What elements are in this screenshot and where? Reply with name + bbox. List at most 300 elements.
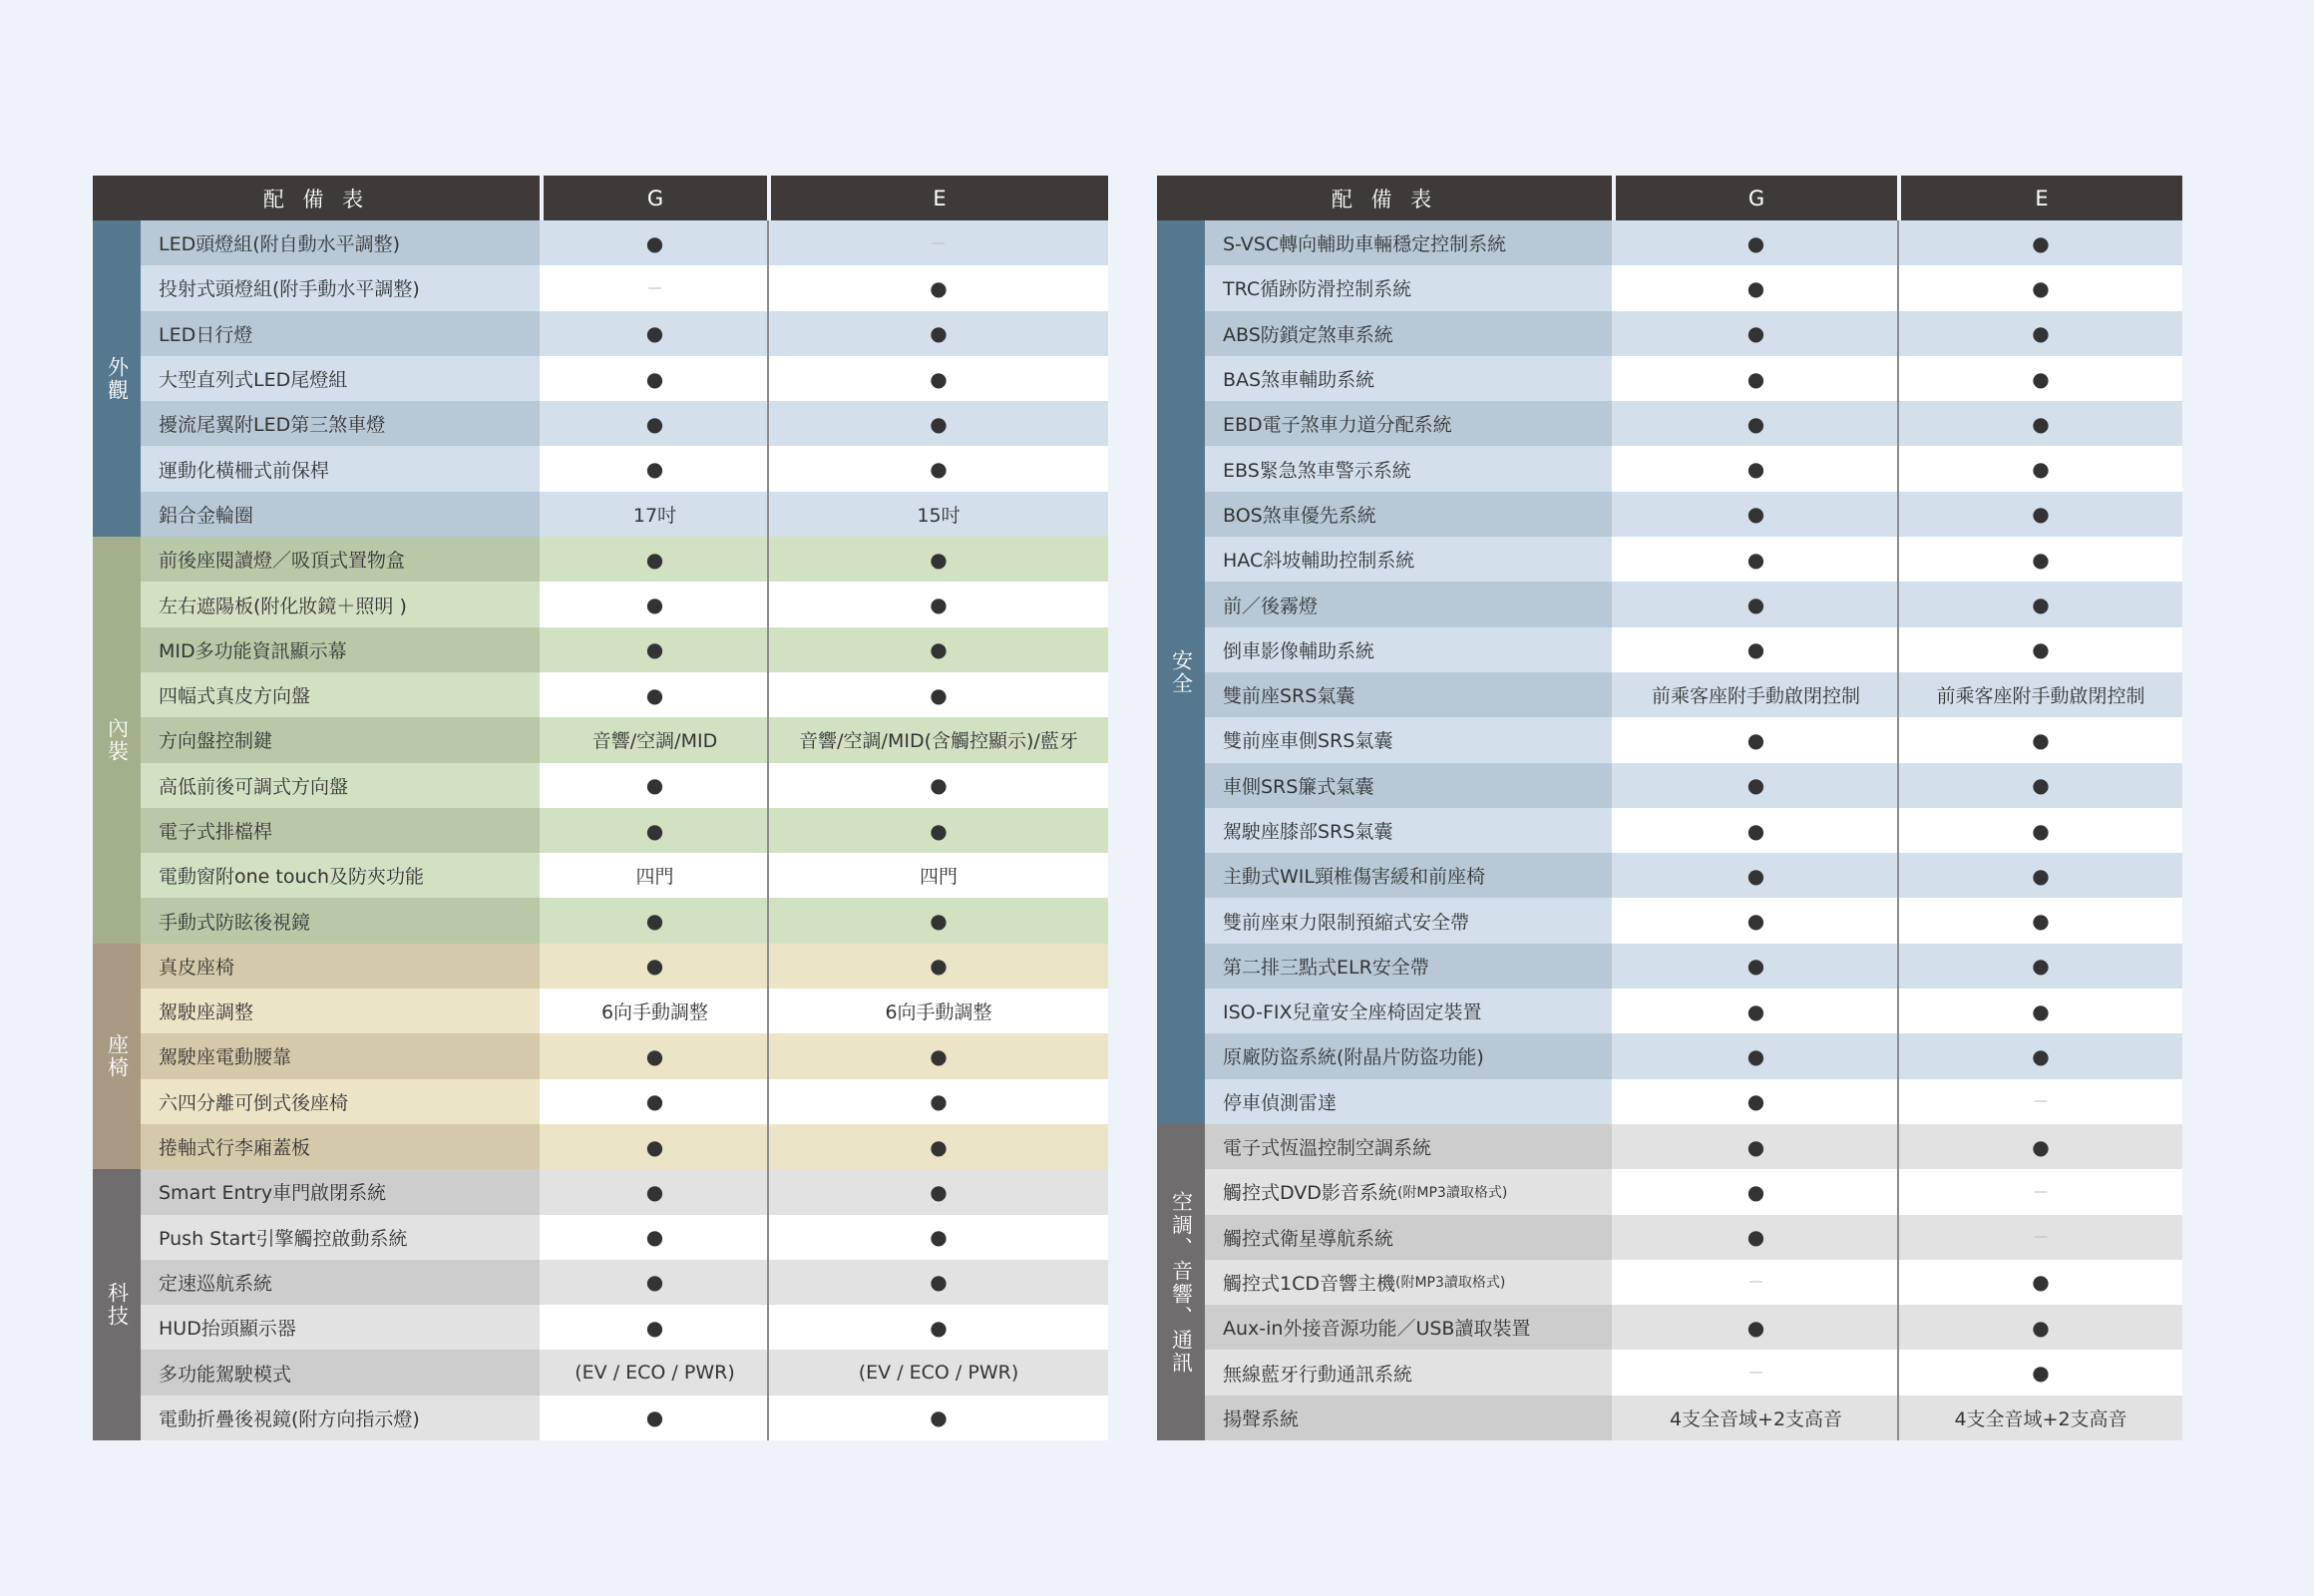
table-row: [141, 1124, 1108, 1169]
standard-dot-icon: ●: [930, 1315, 948, 1340]
feature-name-text: 駕駛座膝部SRS氣囊: [1223, 821, 1393, 843]
table-row: [1205, 1033, 2182, 1078]
standard-dot-icon: ●: [2032, 275, 2050, 300]
spec-value: 15吋: [917, 504, 961, 527]
standard-dot-icon: ●: [645, 1134, 664, 1159]
group-label: 空調、音響、通訊: [1157, 1124, 1205, 1440]
standard-dot-icon: ●: [645, 547, 664, 572]
feature-name: [1205, 1033, 1612, 1078]
feature-note: (附MP3讀取格式): [1395, 1275, 1506, 1292]
standard-dot-icon: ●: [2032, 230, 2050, 255]
table-row: [141, 446, 1108, 491]
value-g: [540, 898, 767, 943]
feature-name: [1205, 446, 1612, 491]
standard-dot-icon: ●: [645, 321, 664, 346]
feature-name: [1205, 492, 1612, 537]
feature-name-text: 六四分離可倒式後座椅: [159, 1091, 349, 1114]
not-available-dash: —: [2034, 1229, 2048, 1246]
header-col-g: G: [1612, 176, 1897, 220]
feature-name: [141, 1260, 540, 1305]
feature-name-text: 定速巡航系統: [159, 1272, 273, 1295]
table-row: [1205, 537, 2182, 582]
feature-name-text: 擾流尾翼附LED第三煞車燈: [159, 414, 386, 437]
feature-name-text: ABS防鎖定煞車系統: [1223, 323, 1393, 346]
standard-dot-icon: ●: [1746, 863, 1765, 888]
feature-name: [1205, 537, 1612, 582]
group-column: [93, 220, 141, 1440]
spec-value: 4支全音域+2支高音: [1954, 1407, 2127, 1430]
table-row: [141, 1396, 1108, 1440]
value-e: [1897, 1124, 2182, 1169]
table-row: [141, 1169, 1108, 1214]
value-e: [1897, 1169, 2182, 1214]
standard-dot-icon: ●: [1746, 1225, 1765, 1250]
value-g: [1612, 1396, 1897, 1440]
not-available-dash: —: [2034, 1093, 2048, 1110]
standard-dot-icon: ●: [1746, 366, 1765, 391]
feature-name-text: 運動化橫柵式前保桿: [159, 459, 330, 482]
table-row: [1205, 1079, 2182, 1124]
standard-dot-icon: ●: [645, 1405, 664, 1430]
feature-name-text: EBD電子煞車力道分配系統: [1223, 414, 1452, 437]
table-row: [1205, 944, 2182, 989]
table-header: [93, 176, 1108, 220]
feature-name: [141, 220, 540, 265]
value-e: [767, 808, 1108, 853]
standard-dot-icon: ●: [2032, 727, 2050, 752]
standard-dot-icon: ●: [645, 593, 664, 617]
spec-table-right: [1157, 176, 2182, 1440]
table-row: [1205, 898, 2182, 943]
feature-name-text: BOS煞車優先系統: [1223, 504, 1376, 527]
standard-dot-icon: ●: [1746, 411, 1765, 436]
value-e: [1897, 492, 2182, 537]
spec-value: 音響/空調/MID(含觸控顯示)/藍牙: [799, 730, 1078, 753]
feature-name: [1205, 220, 1612, 265]
feature-name: [141, 1396, 540, 1440]
standard-dot-icon: ●: [1746, 637, 1765, 662]
value-g: [540, 446, 767, 491]
feature-name: [1205, 717, 1612, 762]
table-body: [93, 220, 1108, 1440]
feature-name-text: 真皮座椅: [159, 956, 235, 979]
value-g: [1612, 582, 1897, 626]
standard-dot-icon: ●: [930, 1405, 948, 1430]
standard-dot-icon: ●: [645, 1270, 664, 1295]
feature-name-text: MID多功能資訊顯示幕: [159, 639, 347, 662]
standard-dot-icon: ●: [2032, 998, 2050, 1023]
value-g: [540, 1396, 767, 1440]
value-g: [540, 356, 767, 401]
feature-name-text: 手動式防眩後視鏡: [159, 911, 311, 934]
standard-dot-icon: ●: [930, 547, 948, 572]
table-row: [1205, 582, 2182, 626]
standard-dot-icon: ●: [2032, 1270, 2050, 1295]
standard-dot-icon: ●: [930, 411, 948, 436]
feature-name: [141, 401, 540, 446]
table-row: [1205, 265, 2182, 310]
feature-name-text: S-VSC轉向輔助車輛穩定控制系統: [1223, 233, 1507, 256]
value-e: [767, 1305, 1108, 1350]
value-e: [767, 1169, 1108, 1214]
table-row: [141, 582, 1108, 626]
feature-name-text: 高低前後可調式方向盤: [159, 775, 349, 798]
table-row: [141, 265, 1108, 310]
table-row: [1205, 220, 2182, 265]
table-row: [1205, 1305, 2182, 1350]
spec-value: 前乘客座附手動啟閉控制: [1651, 685, 1860, 708]
feature-name: [1205, 1305, 1612, 1350]
feature-name-text: Push Start引擎觸控啟動系統: [159, 1227, 408, 1250]
value-e: [767, 944, 1108, 989]
spec-table-left: [93, 176, 1108, 1440]
value-g: [540, 1350, 767, 1395]
value-g: [1612, 401, 1897, 446]
feature-name-text: HUD抬頭顯示器: [159, 1318, 296, 1341]
standard-dot-icon: ●: [1746, 275, 1765, 300]
table-row: [1205, 627, 2182, 672]
value-e: [767, 265, 1108, 310]
value-e: [1897, 627, 2182, 672]
standard-dot-icon: ●: [1746, 818, 1765, 843]
standard-dot-icon: ●: [1746, 230, 1765, 255]
feature-name: [1205, 672, 1612, 717]
standard-dot-icon: ●: [2032, 637, 2050, 662]
standard-dot-icon: ●: [2032, 773, 2050, 798]
value-e: [767, 401, 1108, 446]
value-e: [1897, 311, 2182, 356]
group-column: [1157, 220, 1205, 1440]
feature-name: [1205, 1260, 1612, 1305]
feature-name-text: 觸控式衛星導航系統: [1223, 1227, 1394, 1250]
feature-name-text: 投射式頭燈組(附手動水平調整): [159, 278, 420, 301]
standard-dot-icon: ●: [2032, 1134, 2050, 1159]
value-e: [1897, 989, 2182, 1033]
standard-dot-icon: ●: [1746, 909, 1765, 934]
table-row: [1205, 1350, 2182, 1395]
value-e: [767, 1033, 1108, 1078]
table-row: [1205, 1260, 2182, 1305]
feature-name: [1205, 763, 1612, 808]
table-row: [1205, 401, 2182, 446]
standard-dot-icon: ●: [2032, 411, 2050, 436]
value-e: [767, 537, 1108, 582]
feature-name: [1205, 944, 1612, 989]
value-e: [1897, 582, 2182, 626]
group-label: 安全: [1157, 220, 1205, 1124]
value-g: [540, 763, 767, 808]
feature-name: [141, 1079, 540, 1124]
value-g: [1612, 627, 1897, 672]
table-row: [141, 898, 1108, 943]
feature-name: [141, 311, 540, 356]
table-row: [141, 311, 1108, 356]
standard-dot-icon: ●: [930, 818, 948, 843]
value-e: [1897, 446, 2182, 491]
standard-dot-icon: ●: [930, 773, 948, 798]
feature-name: [141, 1124, 540, 1169]
feature-name-text: TRC循跡防滑控制系統: [1223, 278, 1412, 301]
table-row: [141, 672, 1108, 717]
feature-name: [1205, 1396, 1612, 1440]
feature-name-text: 方向盤控制鍵: [159, 730, 273, 753]
standard-dot-icon: ●: [2032, 1315, 2050, 1340]
value-g: [540, 1033, 767, 1078]
table-row: [141, 492, 1108, 537]
standard-dot-icon: ●: [2032, 863, 2050, 888]
standard-dot-icon: ●: [1746, 457, 1765, 482]
standard-dot-icon: ●: [2032, 502, 2050, 527]
value-e: [1897, 944, 2182, 989]
value-e: [1897, 763, 2182, 808]
value-g: [1612, 989, 1897, 1033]
standard-dot-icon: ●: [645, 1225, 664, 1250]
standard-dot-icon: ●: [930, 954, 948, 979]
standard-dot-icon: ●: [645, 1089, 664, 1114]
not-available-dash: —: [932, 234, 946, 251]
table-row: [1205, 853, 2182, 898]
standard-dot-icon: ●: [930, 682, 948, 707]
table-row: [1205, 492, 2182, 537]
feature-name-text: 揚聲系統: [1223, 1407, 1300, 1430]
table-row: [141, 401, 1108, 446]
value-g: [540, 582, 767, 626]
feature-name: [141, 446, 540, 491]
feature-name-text: 四幅式真皮方向盤: [159, 685, 311, 708]
value-g: [540, 717, 767, 762]
value-g: [1612, 265, 1897, 310]
standard-dot-icon: ●: [930, 1134, 948, 1159]
value-g: [1612, 1260, 1897, 1305]
feature-name: [1205, 582, 1612, 626]
table-header: [1157, 176, 2182, 220]
value-e: [1897, 672, 2182, 717]
feature-name: [1205, 1079, 1612, 1124]
value-g: [540, 1215, 767, 1260]
value-g: [540, 853, 767, 898]
value-e: [1897, 808, 2182, 853]
feature-name: [141, 356, 540, 401]
standard-dot-icon: ●: [1746, 954, 1765, 979]
value-e: [767, 1350, 1108, 1395]
value-e: [767, 356, 1108, 401]
standard-dot-icon: ●: [645, 818, 664, 843]
feature-name: [1205, 1124, 1612, 1169]
standard-dot-icon: ●: [2032, 593, 2050, 617]
value-g: [540, 808, 767, 853]
standard-dot-icon: ●: [645, 1043, 664, 1068]
standard-dot-icon: ●: [1746, 321, 1765, 346]
value-e: [767, 763, 1108, 808]
value-e: [1897, 1033, 2182, 1078]
value-g: [1612, 853, 1897, 898]
standard-dot-icon: ●: [645, 366, 664, 391]
standard-dot-icon: ●: [1746, 502, 1765, 527]
standard-dot-icon: ●: [930, 275, 948, 300]
feature-name-text: LED日行燈: [159, 323, 253, 346]
value-g: [540, 1260, 767, 1305]
spec-value: 6向手動調整: [885, 1001, 992, 1024]
value-g: [1612, 763, 1897, 808]
feature-name-text: BAS煞車輔助系統: [1223, 369, 1375, 392]
feature-note: (附MP3讀取格式): [1396, 1184, 1508, 1201]
value-g: [1612, 1305, 1897, 1350]
feature-name-text: EBS緊急煞車警示系統: [1223, 459, 1411, 482]
feature-name-text: Aux-in外接音源功能／USB讀取裝置: [1223, 1318, 1531, 1341]
value-e: [1897, 401, 2182, 446]
feature-name-text: 電子式排檔桿: [159, 821, 273, 843]
value-g: [1612, 220, 1897, 265]
feature-name-text: 觸控式1CD音響主機: [1223, 1272, 1395, 1295]
value-e: [767, 1215, 1108, 1260]
table-row: [141, 537, 1108, 582]
feature-name: [141, 989, 540, 1033]
table-row: [1205, 672, 2182, 717]
feature-name-text: Smart Entry車門啟閉系統: [159, 1182, 387, 1205]
table-row: [141, 763, 1108, 808]
value-g: [540, 311, 767, 356]
value-g: [540, 537, 767, 582]
standard-dot-icon: ●: [1746, 1134, 1765, 1159]
value-e: [767, 853, 1108, 898]
feature-name: [141, 944, 540, 989]
table-row: [1205, 989, 2182, 1033]
value-g: [1612, 717, 1897, 762]
feature-name: [1205, 1169, 1612, 1214]
header-col-g: G: [540, 176, 767, 220]
feature-name-text: 雙前座SRS氣囊: [1223, 685, 1355, 708]
value-g: [1612, 1079, 1897, 1124]
value-e: [767, 989, 1108, 1033]
feature-name: [1205, 989, 1612, 1033]
value-g: [540, 220, 767, 265]
feature-name: [141, 492, 540, 537]
not-available-dash: —: [647, 279, 662, 296]
table-row: [141, 944, 1108, 989]
value-e: [1897, 898, 2182, 943]
standard-dot-icon: ●: [2032, 1043, 2050, 1068]
table-row: [141, 1079, 1108, 1124]
standard-dot-icon: ●: [645, 909, 664, 934]
standard-dot-icon: ●: [645, 411, 664, 436]
value-e: [767, 311, 1108, 356]
value-g: [1612, 1350, 1897, 1395]
standard-dot-icon: ●: [930, 637, 948, 662]
value-g: [1612, 1215, 1897, 1260]
standard-dot-icon: ●: [1746, 1179, 1765, 1204]
group-label: 內裝: [93, 537, 141, 944]
table-row: [1205, 1396, 2182, 1440]
standard-dot-icon: ●: [2032, 1361, 2050, 1386]
value-g: [1612, 311, 1897, 356]
value-g: [1612, 537, 1897, 582]
standard-dot-icon: ●: [1746, 998, 1765, 1023]
feature-name: [141, 1169, 540, 1214]
feature-name: [1205, 1350, 1612, 1395]
table-row: [1205, 311, 2182, 356]
feature-name-text: 駕駛座調整: [159, 1001, 254, 1024]
standard-dot-icon: ●: [645, 954, 664, 979]
value-e: [1897, 717, 2182, 762]
standard-dot-icon: ●: [930, 593, 948, 617]
standard-dot-icon: ●: [1746, 593, 1765, 617]
feature-name: [141, 265, 540, 310]
table-row: [1205, 1169, 2182, 1214]
value-g: [1612, 356, 1897, 401]
value-e: [1897, 1079, 2182, 1124]
feature-name-text: 電動折疊後視鏡(附方向指示燈): [159, 1407, 420, 1430]
not-available-dash: —: [2034, 1183, 2048, 1200]
feature-name-text: 無線藍牙行動通訊系統: [1223, 1363, 1413, 1386]
standard-dot-icon: ●: [645, 457, 664, 482]
value-e: [767, 1396, 1108, 1440]
value-g: [1612, 492, 1897, 537]
table-row: [141, 1305, 1108, 1350]
standard-dot-icon: ●: [645, 637, 664, 662]
feature-name-text: LED頭燈組(附自動水平調整): [159, 233, 401, 256]
header-title: 配 備 表: [93, 176, 540, 220]
standard-dot-icon: ●: [645, 773, 664, 798]
value-e: [1897, 1396, 2182, 1440]
value-g: [540, 265, 767, 310]
spec-value: 音響/空調/MID: [591, 730, 718, 753]
standard-dot-icon: ●: [1746, 727, 1765, 752]
spec-value: (EV / ECO / PWR): [858, 1362, 1019, 1385]
table-row: [1205, 446, 2182, 491]
feature-name: [1205, 401, 1612, 446]
feature-name-text: 鋁合金輪圈: [159, 504, 254, 527]
value-g: [1612, 1124, 1897, 1169]
value-g: [540, 1305, 767, 1350]
feature-name-text: 電動窗附one touch及防夾功能: [159, 866, 425, 889]
standard-dot-icon: ●: [930, 457, 948, 482]
feature-name: [141, 1033, 540, 1078]
value-g: [540, 1079, 767, 1124]
feature-name-text: 車側SRS簾式氣囊: [1223, 775, 1374, 798]
value-e: [767, 898, 1108, 943]
feature-name-text: 前／後霧燈: [1223, 595, 1319, 617]
value-e: [767, 492, 1108, 537]
feature-name-text: 左右遮陽板(附化妝鏡＋照明 ): [159, 595, 407, 617]
header-col-e: E: [767, 176, 1108, 220]
value-e: [1897, 1350, 2182, 1395]
header-col-e: E: [1897, 176, 2182, 220]
value-g: [540, 944, 767, 989]
standard-dot-icon: ●: [1746, 1043, 1765, 1068]
feature-name-text: 駕駛座電動腰靠: [159, 1046, 292, 1069]
not-available-dash: —: [1748, 1274, 1763, 1291]
table-row: [1205, 717, 2182, 762]
spec-value: (EV / ECO / PWR): [575, 1362, 735, 1385]
standard-dot-icon: ●: [2032, 547, 2050, 572]
value-g: [540, 1169, 767, 1214]
value-e: [1897, 356, 2182, 401]
value-g: [540, 401, 767, 446]
standard-dot-icon: ●: [645, 682, 664, 707]
feature-name: [141, 1305, 540, 1350]
value-e: [767, 446, 1108, 491]
feature-name: [141, 672, 540, 717]
table-row: [1205, 808, 2182, 853]
standard-dot-icon: ●: [930, 321, 948, 346]
feature-name-text: 電子式恆溫控制空調系統: [1223, 1137, 1432, 1160]
feature-name-text: 第二排三點式ELR安全帶: [1223, 956, 1429, 979]
feature-name-text: 前後座閱讀燈／吸頂式置物盒: [159, 550, 406, 573]
value-g: [1612, 446, 1897, 491]
feature-name: [1205, 311, 1612, 356]
value-e: [767, 1124, 1108, 1169]
value-g: [540, 627, 767, 672]
